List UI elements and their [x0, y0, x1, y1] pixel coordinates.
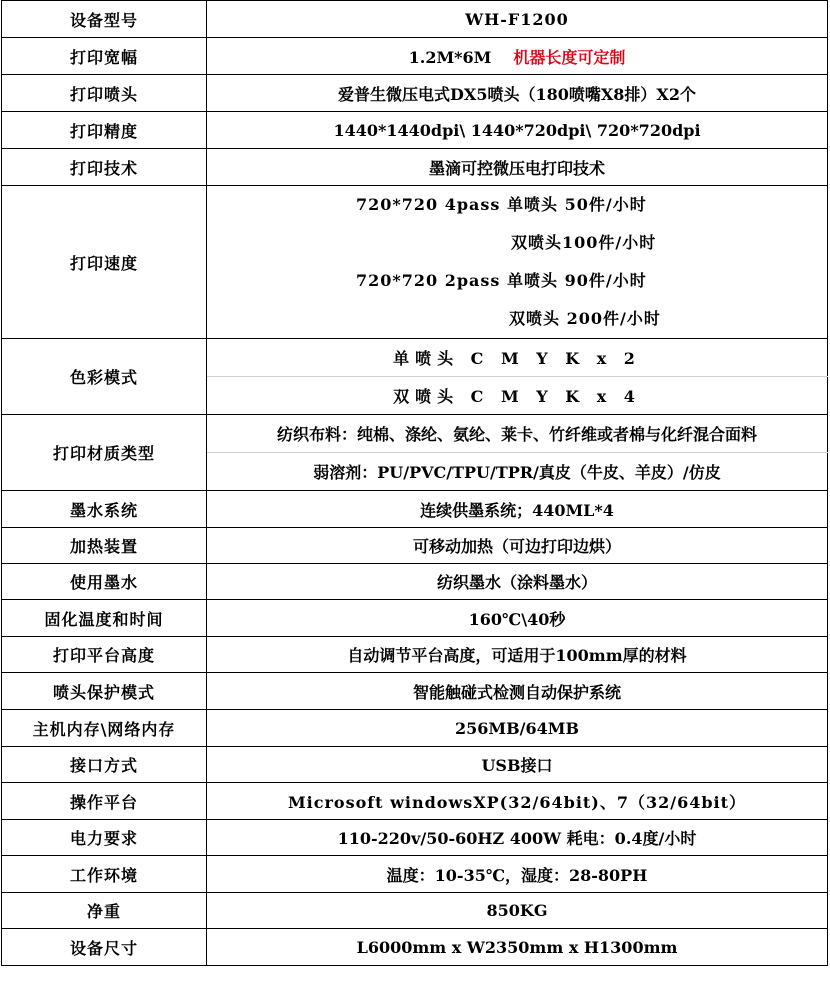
row-value: 160℃\40秒 [207, 600, 828, 637]
table-row [2, 38, 828, 75]
row-value: 墨滴可控微压电打印技术 [207, 149, 828, 186]
table-row [2, 564, 828, 600]
row-label: 工作环境 [2, 856, 207, 893]
row-value: 自动调节平台高度，可适用于100mm厚的材料 [207, 637, 828, 673]
row-value: 连续供墨系统；440ML*4 [207, 491, 828, 528]
row-label: 固化温度和时间 [2, 600, 207, 637]
table-row [2, 528, 828, 564]
table-row [2, 339, 828, 377]
speed-line: 720*720 2pass 单喷头 90件/小时 [356, 271, 647, 290]
row-value: 纺织布料：纯棉、涤纶、氨纶、莱卡、竹纤维或者棉与化纤混合面料 [207, 415, 828, 453]
row-label: 墨水系统 [2, 491, 207, 528]
row-value: 爱普生微压电式DX5喷头（180喷嘴X8排）X2个 [207, 75, 828, 112]
row-label: 电力要求 [2, 820, 207, 856]
table-row [2, 856, 828, 893]
spec-table [1, 0, 828, 966]
row-value: 双喷头 C M Y K x 4 [207, 377, 828, 415]
row-value [207, 186, 828, 339]
row-label: 主机内存\网络内存 [2, 710, 207, 747]
row-value: 温度：10-35℃，湿度：28-80PH [207, 856, 828, 893]
row-label: 打印材质类型 [2, 415, 207, 491]
row-label: 打印平台高度 [2, 637, 207, 673]
row-value: 纺织墨水（涂料墨水） [207, 564, 828, 600]
table-row [2, 415, 828, 453]
table-row [2, 820, 828, 856]
row-label: 接口方式 [2, 747, 207, 783]
table-row [2, 929, 828, 966]
row-label: 打印宽幅 [2, 38, 207, 75]
row-label: 打印技术 [2, 149, 207, 186]
table-row [2, 893, 828, 929]
row-value: WH-F1200 [207, 1, 828, 38]
row-label: 打印速度 [2, 186, 207, 339]
row-label: 打印喷头 [2, 75, 207, 112]
table-row [2, 637, 828, 673]
row-label: 使用墨水 [2, 564, 207, 600]
speed-line: 双喷头 200件/小时 [509, 309, 661, 328]
table-row [2, 783, 828, 820]
table-row [2, 491, 828, 528]
row-label: 色彩模式 [2, 339, 207, 415]
row-label: 喷头保护模式 [2, 673, 207, 710]
speed-line: 720*720 4pass 单喷头 50件/小时 [356, 195, 647, 214]
print-width-value: 1.2M*6M [408, 47, 492, 67]
row-label: 设备型号 [2, 1, 207, 38]
table-row [2, 600, 828, 637]
table-row [2, 112, 828, 149]
row-value: L6000mm x W2350mm x H1300mm [207, 929, 828, 966]
table-row [2, 1, 828, 38]
row-value [207, 38, 828, 75]
table-row [2, 149, 828, 186]
row-value: 1440*1440dpi\ 1440*720dpi\ 720*720dpi [207, 112, 828, 149]
row-label: 操作平台 [2, 783, 207, 820]
row-value: 110-220v/50-60HZ 400W 耗电：0.4度/小时 [207, 820, 828, 856]
row-value: 850KG [207, 893, 828, 929]
table-row [2, 75, 828, 112]
table-row [2, 673, 828, 710]
table-row [2, 186, 828, 339]
row-label: 设备尺寸 [2, 929, 207, 966]
row-value: Microsoft windowsXP(32/64bit)、7（32/64bit） [207, 783, 828, 820]
row-value: 可移动加热（可边打印边烘） [207, 528, 828, 564]
row-value: USB接口 [207, 747, 828, 783]
table-row [2, 747, 828, 783]
row-value: 弱溶剂：PU/PVC/TPU/TPR/真皮（牛皮、羊皮）/仿皮 [207, 453, 828, 491]
row-value: 智能触碰式检测自动保护系统 [207, 673, 828, 710]
row-label: 加热装置 [2, 528, 207, 564]
table-row [2, 710, 828, 747]
row-label: 净重 [2, 893, 207, 929]
speed-line: 双喷头100件/小时 [511, 233, 657, 252]
row-value: 单喷头 C M Y K x 2 [207, 339, 828, 377]
row-value: 256MB/64MB [207, 710, 828, 747]
customizable-note: 机器长度可定制 [513, 47, 626, 67]
row-label: 打印精度 [2, 112, 207, 149]
